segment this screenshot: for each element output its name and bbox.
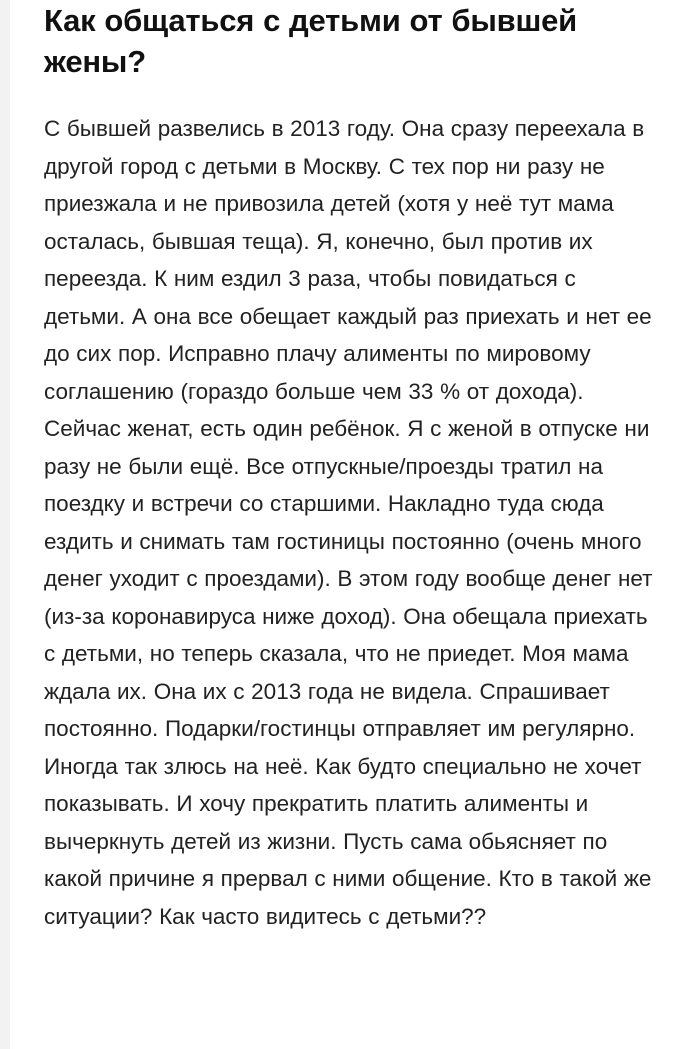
post-body-paragraph: С бывшей развелись в 2013 году. Она сразу переехала в другой город с детьми в Москву. С тех пор ни разу не приезжала и не привозила детей (хотя у неё тут мама осталась, бывшая теща). Я, конечно, был против их переезда. К ним ездил 3 раза, чтобы повидаться с детьми. А она все обещает каждый раз приехать и нет ее до сих пор. Исправно плачу алименты по мировому соглашению (гораздо больше чем 33 % от дохода). Сейчас женат, есть один ребёнок. Я с женой в отпуске ни разу не были ещё. Все отпускные/проезды тратил на поездку и встречи со старшими. Накладно туда сюда ездить и снимать там гостиницы постоянно (очень много денег уходит с проездами). В этом году вообще денег нет (из-за коронавируса ниже доход). Она обещала приехать с детьми, но теперь сказала, что не приедет. Моя мама ждала их. Она их с 2013 года не видела. Спрашивает постоянно. Подарки/гостинцы отправляет им регулярно. Иногда так злюсь на неё. Как будто специально не хочет показывать. И хочу прекратить платить алименты и вычеркнуть детей из жизни. Пусть сама обьясняет по какой причине я прервал с ними общение. Кто в такой же ситуации? Как часто видитесь с детьми?? bbox=[44, 116, 653, 929]
left-margin-rail bbox=[0, 0, 10, 1049]
page-title: Как общаться с детьми от бывшей жены? bbox=[44, 3, 577, 79]
post-content bbox=[44, 0, 656, 935]
post-body bbox=[44, 110, 656, 935]
